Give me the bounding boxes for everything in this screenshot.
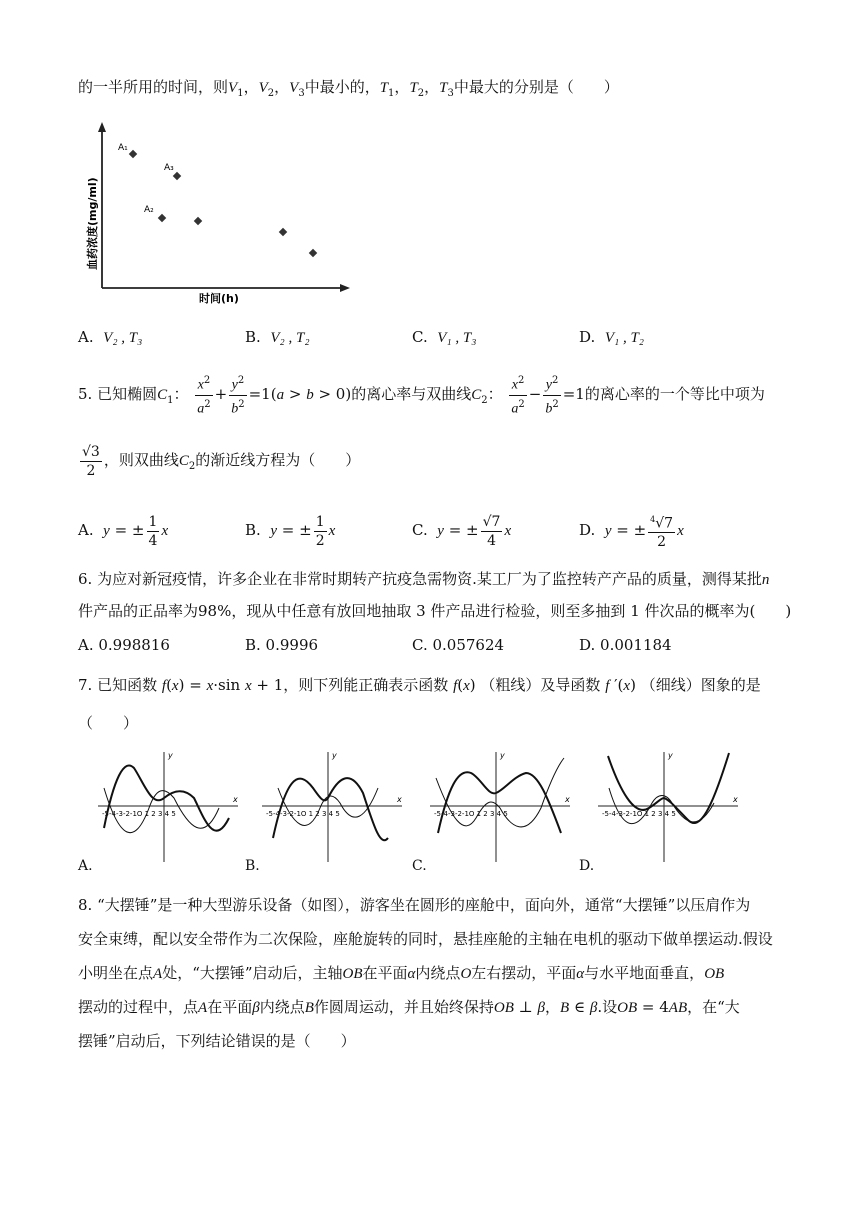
svg-text:y: y bbox=[500, 751, 505, 760]
graph-label-a: A. bbox=[78, 858, 93, 874]
q5-option-a[interactable]: A. y = ± $\frac{1}{4}$ x bbox=[78, 513, 169, 549]
q8-line2: 安全束缚，配以安全带作为二次保险，座舱旋转的同时，悬挂座舱的主轴在电机的驱动下做单摆运动.假设 bbox=[78, 930, 773, 948]
q6-option-b[interactable]: B. 0.9996 bbox=[245, 636, 319, 654]
q6-option-d[interactable]: D. 0.001184 bbox=[579, 636, 672, 654]
q8-line5: 摆锤”启动后，下列结论错误的是（ ） bbox=[78, 1032, 356, 1050]
svg-text:x: x bbox=[397, 795, 402, 804]
graph-option-d[interactable] bbox=[594, 748, 744, 866]
svg-text:y: y bbox=[168, 751, 173, 760]
svg-text:-5-4-3-2-1O 1 2 3 4 5: -5-4-3-2-1O 1 2 3 4 5 bbox=[434, 810, 508, 818]
graph-option-c[interactable] bbox=[426, 748, 576, 866]
concentration-scatter-figure bbox=[84, 120, 354, 305]
q5-option-d[interactable]: D. y = ± $\frac{^4√7}{2}$ x bbox=[579, 510, 684, 551]
svg-text:x: x bbox=[233, 795, 238, 804]
q7-paren: （ ） bbox=[78, 714, 139, 732]
q8-line1: 8. “大摆锤”是一种大型游乐设备（如图），游客坐在圆形的座舱中，面向外，通常“大摆锤”以压肩作为 bbox=[78, 896, 751, 914]
data-point bbox=[279, 228, 287, 236]
q6-option-a[interactable]: A. 0.998816 bbox=[78, 636, 170, 654]
data-point bbox=[194, 217, 202, 225]
data-point bbox=[309, 249, 317, 257]
data-point bbox=[158, 214, 166, 222]
q5-line2: $\frac{√3}{2}$ ，则双曲线$C_2$的渐近线方程为（ ） bbox=[82, 443, 361, 479]
y-axis-label: 血药浓度(mg/ml) bbox=[86, 177, 99, 270]
graph-label-c: C. bbox=[412, 858, 427, 874]
q6-line2: 件产品的正品率为98%，现从中任意有放回地抽取 3 件产品进行检验，则至多抽到 1 件次品的概率为( ) bbox=[78, 602, 792, 620]
q4-text: 中最小的， bbox=[304, 78, 380, 96]
svg-text:-5-4-3-2-1O 1 2 3 4 5: -5-4-3-2-1O 1 2 3 4 5 bbox=[266, 810, 340, 818]
q5-option-c[interactable]: C. y = ± $\frac{√7}{4}$ x bbox=[412, 513, 512, 549]
svg-text:x: x bbox=[733, 795, 738, 804]
svg-text:x: x bbox=[565, 795, 570, 804]
point-label-a2: A₂ bbox=[144, 205, 154, 215]
q6-option-c[interactable]: C. 0.057624 bbox=[412, 636, 505, 654]
point-label-a3: A₃ bbox=[164, 163, 174, 173]
data-point bbox=[129, 150, 137, 158]
q4-option-a[interactable]: A. V₂ , T₃ bbox=[78, 328, 143, 346]
q8-line3: 小明坐在点A处，“大摆锤”启动后，主轴OB在平面α内绕点O左右摆动，平面α与水平地面垂直，OB bbox=[78, 964, 725, 982]
q8-line4: 摆动的过程中，点A在平面β内绕点B作圆周运动，并且始终保持OB ⊥ β，B ∈ β.设OB = 4AB，在“大 bbox=[78, 998, 740, 1016]
q5-option-b[interactable]: B. y = ± $\frac{1}{2}$ x bbox=[245, 513, 336, 549]
q6-line1: 6. 为应对新冠疫情，许多企业在非常时期转产抗疫急需物资.某工厂为了监控转产产品的质量，测得某批n bbox=[78, 570, 770, 588]
x-axis-label: 时间(h) bbox=[199, 292, 239, 305]
svg-text:-5-4-3-2-1O 1 2 3 4 5: -5-4-3-2-1O 1 2 3 4 5 bbox=[102, 810, 176, 818]
point-label-a1: A₁ bbox=[118, 143, 128, 153]
q4-option-c[interactable]: C. V₁ , T₃ bbox=[412, 328, 477, 346]
q7-line1: 7. 已知函数 f(x) = x·sin x + 1，则下列能正确表示函数 f(x) （粗线）及导函数 f ′(x) （细线）图象的是 bbox=[78, 676, 761, 694]
graph-option-a[interactable] bbox=[94, 748, 244, 866]
data-point bbox=[173, 172, 181, 180]
graph-label-b: B. bbox=[245, 858, 260, 874]
q4-option-b[interactable]: B. V₂ , T₂ bbox=[245, 328, 310, 346]
q5-line1: 5. 已知椭圆$C_1$： $\frac{x^2}{a^2}$ + $\frac{y^2}{b^2}$ =1(a > b > 0)的离心率与双曲线$C_2$： $\frac{x^2}{a^2}$ − $\frac{y^2}{b^2}$ =1的离心率的一个等比中项为 bbox=[78, 372, 765, 421]
q4-text: 中最大的分别是（ ） bbox=[453, 78, 619, 96]
graph-option-b[interactable] bbox=[258, 748, 408, 866]
svg-text:y: y bbox=[332, 751, 337, 760]
q4-text: 的一半所用的时间，则 bbox=[78, 78, 229, 96]
q4-tail-line: 的一半所用的时间，则$V_1$，$V_2$，$V_3$中最小的，$T_1$，$T_2$，$T_3$中最大的分别是（ ） bbox=[78, 78, 619, 99]
svg-text:y: y bbox=[668, 751, 673, 760]
svg-text:-5-4-3-2-1O 1 2 3 4 5: -5-4-3-2-1O 1 2 3 4 5 bbox=[602, 810, 676, 818]
q4-option-d[interactable]: D. V₁ , T₂ bbox=[579, 328, 644, 346]
graph-label-d: D. bbox=[579, 858, 595, 874]
